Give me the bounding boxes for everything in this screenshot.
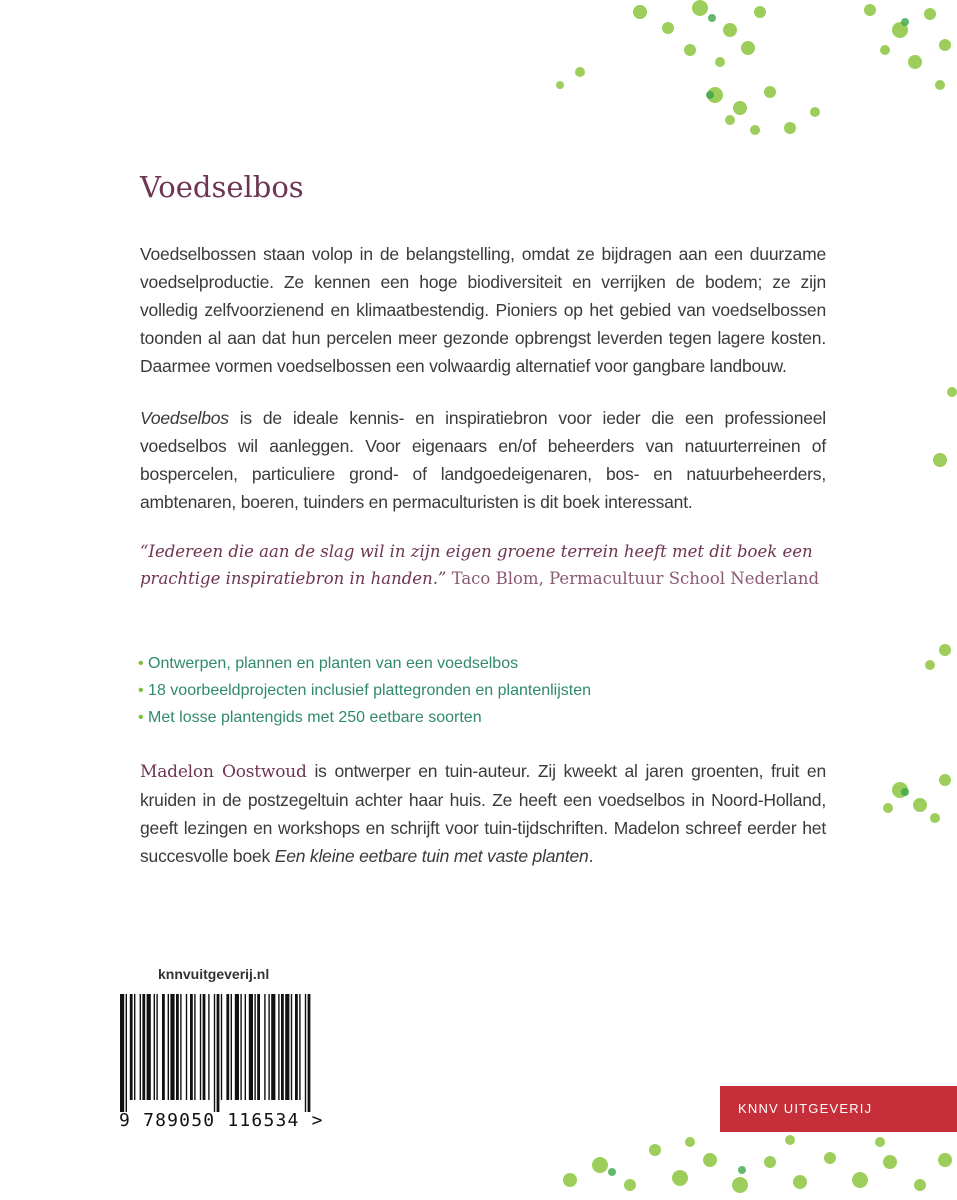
list-item: • 18 voorbeeldprojecten inclusief plattegronden en plantenlijsten bbox=[138, 677, 591, 704]
barcode-bar bbox=[200, 994, 201, 1100]
review-quote bbox=[140, 538, 840, 592]
barcode-bar bbox=[299, 994, 300, 1100]
barcode-bar bbox=[176, 994, 179, 1100]
feature-list bbox=[138, 650, 591, 731]
list-item: • Met losse plantengids met 250 eetbare soorten bbox=[138, 704, 591, 731]
barcode-bar bbox=[285, 994, 289, 1100]
barcode-bar bbox=[126, 994, 127, 1112]
barcode-bar bbox=[186, 994, 187, 1100]
author-bio-end: . bbox=[588, 846, 594, 866]
barcode-bar bbox=[240, 994, 241, 1100]
barcode-bar bbox=[170, 994, 174, 1100]
barcode-bar bbox=[147, 994, 151, 1100]
barcode-bar bbox=[221, 994, 222, 1100]
previous-book-title: Een kleine eetbare tuin met vaste planten bbox=[274, 846, 589, 866]
list-item: • Ontwerpen, plannen en planten van een voedselbos bbox=[138, 650, 591, 677]
isbn-barcode bbox=[112, 994, 318, 1112]
barcode-bar bbox=[254, 994, 255, 1100]
barcode-bar bbox=[308, 994, 311, 1112]
quote-attribution: Taco Blom, Permacultuur School Nederland bbox=[446, 569, 820, 588]
barcode-bar bbox=[142, 994, 145, 1100]
barcode-bar bbox=[268, 994, 269, 1100]
barcode-bar bbox=[194, 994, 195, 1100]
publisher-label: KNNV UITGEVERIJ bbox=[720, 1086, 957, 1132]
barcode-bar bbox=[203, 994, 206, 1100]
publisher-website: knnvuitgeverij.nl bbox=[158, 966, 270, 982]
author-name: Madelon Oostwoud bbox=[140, 762, 307, 782]
barcode-bar bbox=[180, 994, 181, 1100]
barcode-bar bbox=[245, 994, 246, 1100]
barcode-bar bbox=[281, 994, 284, 1100]
page-title: Voedselbos bbox=[140, 170, 304, 204]
author-bio bbox=[140, 757, 826, 870]
barcode-bar bbox=[271, 994, 275, 1100]
barcode-bar bbox=[291, 994, 292, 1100]
barcode-bar bbox=[295, 994, 298, 1100]
book-title-italic: Voedselbos bbox=[140, 408, 229, 428]
barcode-bar bbox=[154, 994, 155, 1100]
description-paragraph bbox=[140, 404, 826, 516]
barcode-bar bbox=[140, 994, 141, 1100]
barcode-bar bbox=[217, 994, 220, 1112]
barcode-bar bbox=[278, 994, 279, 1100]
intro-paragraph: Voedselbossen staan volop in de belangstelling, omdat ze bijdragen aan een duurzame voedselproductie. Ze kennen een hoge biodiversiteit en verrijken de bodem; ze zijn volledig zelfvoorzienend en klimaatbestendig. Pioniers op het gebied van voedselbossen toonden al aan dat hun percelen meer gezonde opbrengst leverden tegen lagere kosten. Daarmee vormen voedselbossen een volwaardig alternatief voor gangbare landbouw. bbox=[140, 244, 826, 376]
barcode-bar bbox=[305, 994, 306, 1112]
isbn-number: 9 789050 116534 > bbox=[119, 1110, 324, 1131]
barcode-bar bbox=[257, 994, 260, 1100]
barcode-bar bbox=[208, 994, 209, 1100]
barcode-bar bbox=[249, 994, 253, 1100]
barcode-bar bbox=[156, 994, 157, 1100]
barcode-bar bbox=[235, 994, 239, 1100]
quote-text: “Iedereen die aan de slag wil in zijn eigen groene terrein heeft met dit boek een prachtige inspiratiebron in handen.” bbox=[140, 542, 813, 588]
barcode-bar bbox=[168, 994, 169, 1100]
barcode-bar bbox=[134, 994, 135, 1100]
barcode-bar bbox=[214, 994, 215, 1112]
barcode-bar bbox=[162, 994, 165, 1100]
barcode-bar bbox=[120, 994, 124, 1112]
barcode-bar bbox=[130, 994, 133, 1100]
barcode-bar bbox=[226, 994, 229, 1100]
author-bio-text: is ontwerper en tuin-auteur. Zij kweekt al jaren groenten, fruit en kruiden in de postzegeltuin achter haar huis. Ze heeft een voedselbos in Noord-Holland, geeft lezingen en workshops en schrijft voor tuin-tijdschriften. Madelon schreef eerder het succesvolle boek bbox=[140, 761, 826, 866]
description-text: is de ideale kennis- en inspiratiebron voor ieder die een professioneel voedselbos wil aanleggen. Voor eigenaars en/of beheerders van natuurterreinen of bospercelen, particuliere grond- of landgoedeigenaren, bos- en natuurbeheerders, ambtenaren, boeren, tuinders en permaculturisten is dit boek interessant. bbox=[140, 408, 826, 512]
barcode-bar bbox=[190, 994, 193, 1100]
barcode-bar bbox=[264, 994, 265, 1100]
barcode-bar bbox=[231, 994, 232, 1100]
